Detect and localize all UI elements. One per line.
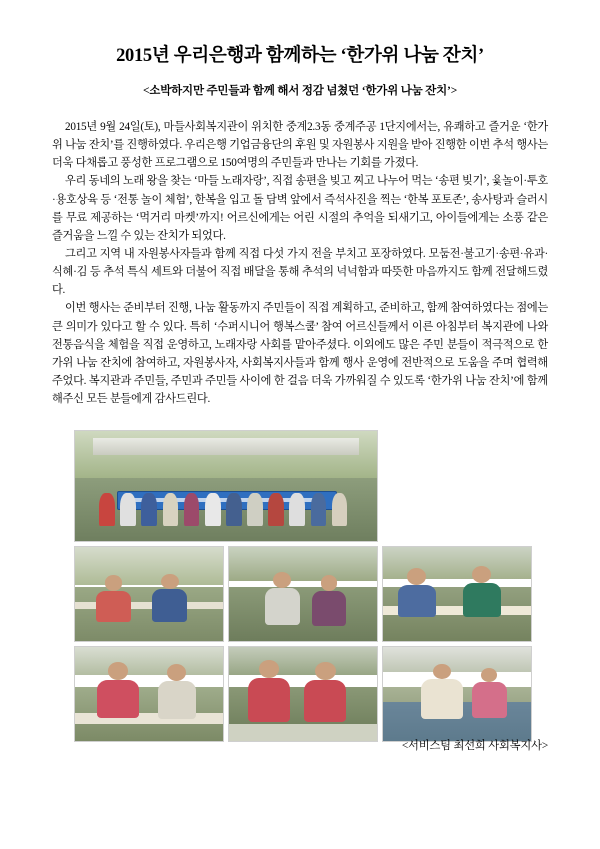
person-body bbox=[421, 679, 462, 718]
photo-row-3 bbox=[74, 646, 534, 742]
person bbox=[247, 493, 263, 526]
photo-background-sky bbox=[383, 647, 531, 671]
person-head bbox=[259, 660, 280, 678]
person-body bbox=[463, 583, 501, 617]
person-body bbox=[312, 591, 346, 627]
photo-row-1 bbox=[74, 430, 534, 542]
person bbox=[226, 493, 242, 526]
person bbox=[289, 493, 305, 526]
person-body bbox=[96, 591, 132, 623]
person bbox=[120, 493, 136, 526]
person-body bbox=[304, 680, 345, 721]
paragraph-3: 그리고 지역 내 자원봉사자들과 함께 직접 다섯 가지 전을 부치고 포장하였다. 모둠전·불고기·송편·유과·식혜·김 등 추석 특식 세트와 더불어 직접 배달을 통해 추석의 넉넉함과 따뜻한 마음까지도 함께 전달해드렸다. bbox=[52, 248, 548, 297]
photo-traditional-game bbox=[228, 546, 378, 642]
person-body bbox=[97, 680, 138, 718]
person-head bbox=[161, 574, 179, 589]
person-head bbox=[472, 566, 491, 583]
person-head bbox=[433, 664, 451, 679]
article-body bbox=[52, 118, 548, 408]
photo-background-sky bbox=[75, 547, 223, 585]
person-body bbox=[152, 589, 188, 623]
photo-background-sky bbox=[229, 647, 377, 675]
photo-background-sky bbox=[229, 547, 377, 581]
person bbox=[205, 493, 221, 526]
person bbox=[332, 493, 348, 526]
photo-background-sky bbox=[383, 547, 531, 579]
person-head bbox=[481, 668, 497, 682]
photo-volunteers-serving bbox=[74, 646, 224, 742]
photo-gallery bbox=[74, 430, 534, 742]
person-head bbox=[273, 572, 291, 588]
photo-group-banner bbox=[74, 430, 378, 542]
person-head bbox=[321, 575, 337, 590]
person bbox=[268, 493, 284, 526]
person bbox=[311, 493, 327, 526]
person bbox=[163, 493, 179, 526]
photo-hanbok-photozone bbox=[382, 646, 532, 742]
person bbox=[99, 493, 115, 526]
photo-background-ground bbox=[229, 587, 377, 642]
person-head bbox=[407, 568, 426, 585]
person-head bbox=[167, 664, 186, 681]
person-head bbox=[108, 662, 129, 680]
person-body bbox=[398, 585, 436, 617]
page-title: 2015년 우리은행과 함께하는 ‘한가위 나눔 잔치’ bbox=[116, 46, 484, 66]
paragraph-1: 2015년 9월 24일(토), 마들사회복지관이 위치한 중계2.3동 중계주공 1단지에서는, 유쾌하고 즐거운 ‘한가위 나눔 잔치’를 진행하였다. 우리은행 기업금융단의 후원 및 자원봉사 지원을 받아 진행한 이번 추석 행사는 더욱 다채롭고 풍성한 프로그램으로 150여명의 주민들과 만나는 기회를 가졌다. bbox=[52, 121, 548, 170]
paragraph-4: 이번 행사는 준비부터 진행, 나눔 활동까지 주민들이 직접 계획하고, 준비하고, 함께 참여하였다는 점에는 큰 의미가 있다고 할 수 있다. 특히 ‘수퍼시니어 행복스쿨’ 참여 어르신들께서 이른 아침부터 복지관에 나와 전통음식을 체험을 직접 운영하고, 노래자랑 사회를 맡아주셨다. 이외에도 많은 주민 분들이 적극적으로 한가위 나눔 잔치에 참여하고, 자원봉사자, 사회복지사들과 함께 행사 운영에 전반적으로 도움을 주며 협력해주었다. 복지관과 주민들, 주민과 주민들 사이에 한 걸음 더욱 가까워질 수 있도록 ‘한가위 나눔 잔치’에 함께 해주신 모든 분들에게 감사드린다. bbox=[52, 302, 548, 406]
photo-background-sky bbox=[75, 647, 223, 675]
paragraph-2: 우리 동네의 노래 왕을 찾는 ‘마들 노래자랑’, 직접 송편을 빚고 찌고 나누어 먹는 ‘송편 빚기’, 윷놀이·투호·용호상육 등 ‘전통 놀이 체험’, 한복을 입고 돌 담벽 앞에서 즉석사진을 찍는 ‘한복 포토존’, 송사탕과 슬러시를 무료 제공하는 ‘먹거리 마켓’까지! 어르신에게는 어린 시절의 추억을 되새기고, 아이들에게는 소풍 같은 즐거움을 느낄 수 있는 잔치가 되었다. bbox=[52, 175, 548, 242]
person-body bbox=[158, 681, 196, 719]
photo-apron-volunteers bbox=[228, 646, 378, 742]
person-body bbox=[472, 682, 508, 718]
page-subtitle: <소박하지만 주민들과 함께 해서 정감 넘쳤던 ‘한가위 나눔 잔치’> bbox=[142, 85, 458, 98]
person-body bbox=[248, 678, 289, 721]
foreground-table bbox=[229, 724, 377, 741]
person-body bbox=[265, 588, 301, 626]
person-head bbox=[105, 575, 123, 590]
person bbox=[184, 493, 200, 526]
person-head bbox=[315, 662, 336, 680]
photo-row-2 bbox=[74, 546, 534, 642]
tent-canopy bbox=[93, 438, 359, 456]
author-signature: <서비스팀 최선희 사회복지사> bbox=[401, 740, 548, 752]
photo-food-booth bbox=[382, 546, 532, 642]
photo-songpyeon-making bbox=[74, 546, 224, 642]
person bbox=[141, 493, 157, 526]
